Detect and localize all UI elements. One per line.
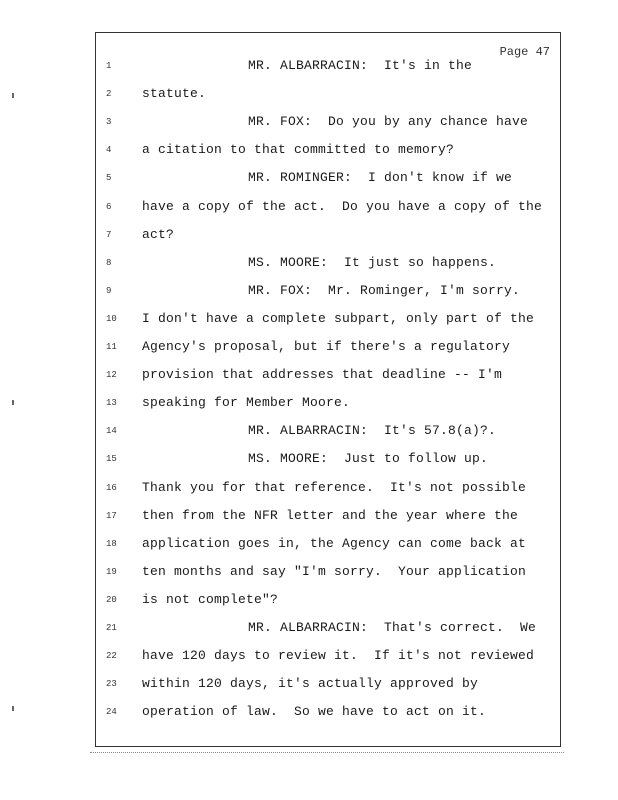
transcript-line — [96, 590, 562, 610]
line-text: Thank you for that reference. It's not possible — [142, 479, 527, 495]
transcript-line — [96, 56, 562, 76]
transcript-line — [96, 281, 562, 301]
line-text: ten months and say "I'm sorry. Your application — [142, 563, 527, 579]
line-number: 15 — [106, 454, 117, 465]
bottom-rule — [90, 752, 564, 753]
line-text: MR. ALBARRACIN: It's 57.8(a)?. — [248, 423, 497, 439]
line-text: MR. FOX: Mr. Rominger, I'm sorry. — [248, 282, 521, 298]
line-number: 9 — [106, 285, 112, 296]
transcript-line — [96, 112, 562, 132]
transcript-line — [96, 449, 562, 469]
line-text: MS. MOORE: Just to follow up. — [248, 451, 489, 467]
line-number: 16 — [106, 482, 117, 493]
transcript-line — [96, 702, 562, 722]
line-text: operation of law. So we have to act on it. — [142, 704, 487, 720]
line-number: 22 — [106, 651, 117, 662]
line-number: 20 — [106, 594, 117, 605]
line-number: 11 — [106, 342, 117, 352]
line-number: 19 — [106, 566, 117, 577]
line-text: within 120 days, it's actually approved by — [142, 676, 479, 692]
line-text: have 120 days to review it. If it's not reviewed — [142, 648, 535, 664]
line-text: MS. MOORE: It just so happens. — [248, 254, 497, 270]
line-number: 14 — [106, 426, 117, 437]
transcript-line — [96, 365, 562, 385]
line-number: 1 — [106, 61, 112, 71]
line-number: 5 — [106, 173, 112, 184]
line-text: statute. — [142, 86, 207, 102]
transcript-line — [96, 478, 562, 498]
line-number: 2 — [106, 89, 112, 100]
line-text: have a copy of the act. Do you have a copy of the — [142, 198, 543, 214]
transcript-line — [96, 674, 562, 694]
line-number: 17 — [106, 510, 117, 521]
transcript-line — [96, 646, 562, 666]
transcript-line — [96, 393, 562, 413]
transcript-line — [96, 140, 562, 160]
transcript-line — [96, 421, 562, 441]
transcript-line — [96, 253, 562, 273]
line-text: speaking for Member Moore. — [142, 395, 351, 411]
transcript-line — [96, 337, 562, 357]
line-text: MR. ALBARRACIN: It's in the — [248, 58, 473, 73]
line-number: 18 — [106, 538, 117, 549]
transcript-line — [96, 309, 562, 329]
line-text: application goes in, the Agency can come back at — [142, 535, 527, 551]
transcript-line — [96, 562, 562, 582]
line-text: MR. ROMINGER: I don't know if we — [248, 170, 513, 186]
transcript-line — [96, 618, 562, 638]
transcript-line — [96, 197, 562, 217]
line-text: MR. FOX: Do you by any chance have — [248, 114, 529, 130]
transcript-line — [96, 84, 562, 104]
line-number: 8 — [106, 257, 112, 268]
line-number: 4 — [106, 145, 112, 156]
line-number: 23 — [106, 679, 117, 690]
transcript-line — [96, 168, 562, 188]
line-number: 13 — [106, 398, 117, 409]
line-number: 3 — [106, 117, 112, 128]
line-text: provision that addresses that deadline -- I'm — [142, 367, 503, 383]
line-text: is not complete"? — [142, 591, 279, 607]
line-text: I don't have a complete subpart, only part of the — [142, 310, 535, 326]
margin-mark-top — [12, 93, 14, 98]
line-text: MR. ALBARRACIN: That's correct. We — [248, 620, 537, 635]
margin-mark-bottom — [12, 706, 14, 711]
line-text: Agency's proposal, but if there's a regulatory — [142, 339, 511, 354]
margin-mark-middle — [12, 400, 14, 405]
line-text: a citation to that committed to memory? — [142, 142, 455, 158]
line-number: 10 — [106, 313, 117, 324]
line-number: 6 — [106, 201, 112, 212]
page-number: Page 47 — [499, 45, 550, 59]
transcript-line — [96, 534, 562, 554]
line-number: 24 — [106, 707, 117, 718]
line-number: 12 — [106, 370, 117, 381]
transcript-line — [96, 506, 562, 526]
transcript-page — [95, 32, 561, 747]
line-text: then from the NFR letter and the year where the — [142, 507, 519, 523]
transcript-line — [96, 225, 562, 245]
line-number: 7 — [106, 229, 112, 240]
line-text: act? — [142, 226, 175, 242]
line-number: 21 — [106, 623, 117, 633]
